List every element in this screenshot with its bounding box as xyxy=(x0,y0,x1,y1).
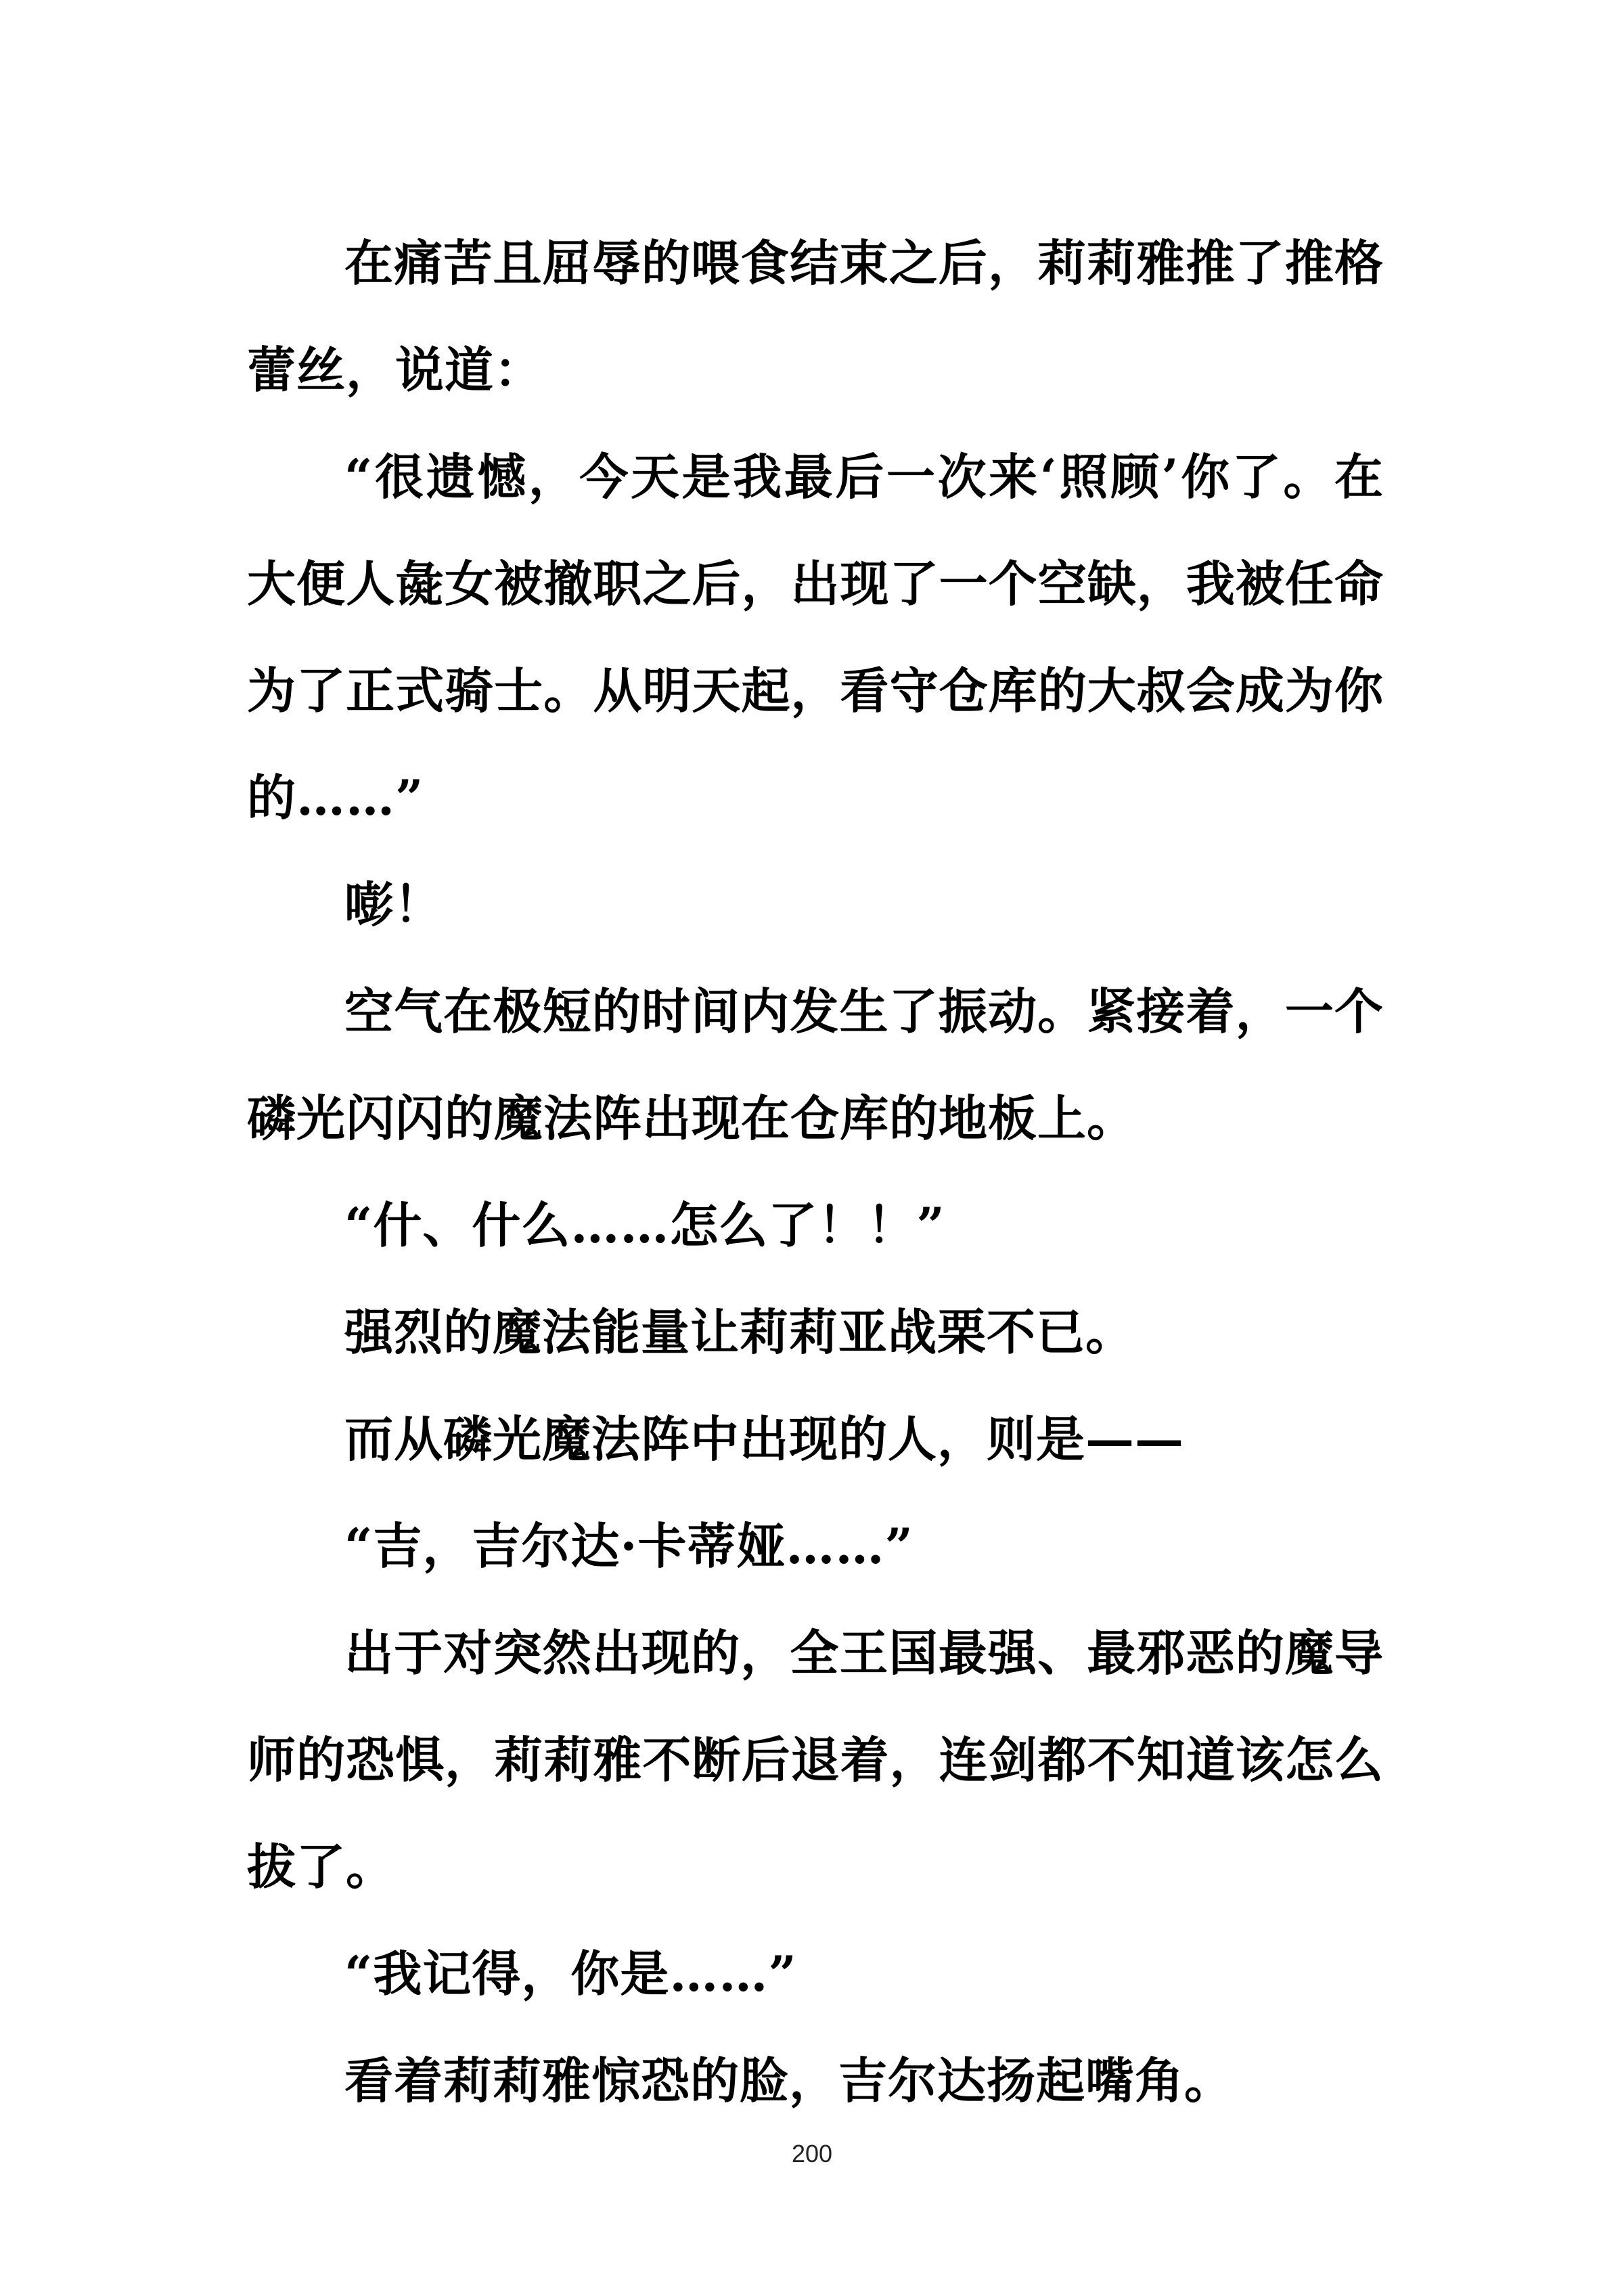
paragraph-9: 出于对突然出现的，全王国最强、最邪恶的魔导师的恐惧，莉莉雅不断后退着，连剑都不知道该怎么拔了。 xyxy=(247,1624,1384,1895)
page-number: 200 xyxy=(791,2140,833,2167)
paragraph-1: 在痛苦且屈辱的喂食结束之后，莉莉雅推了推格蕾丝，说道： xyxy=(247,234,1384,399)
paragraph-7: 而从磷光魔法阵中出现的人，则是—— xyxy=(344,1410,1185,1468)
paragraph-2: “很遗憾，今天是我最后一次来‘照顾’你了。在大便人彘女被撤职之后，出现了一个空缺，我被任命为了正式骑士。从明天起，看守仓库的大叔会成为你的……” xyxy=(247,448,1384,826)
paragraph-3: 嘭！ xyxy=(344,876,444,933)
paragraph-8: “吉，吉尔达·卡蒂娅……” xyxy=(344,1517,914,1575)
paragraph-5: “什、什么……怎么了！！” xyxy=(344,1196,945,1254)
body-text xyxy=(247,210,1384,2134)
paragraph-4: 空气在极短的时间内发生了振动。紧接着，一个磷光闪闪的魔法阵出现在仓库的地板上。 xyxy=(247,983,1384,1147)
paragraph-6: 强烈的魔法能量让莉莉亚战栗不已。 xyxy=(344,1303,1135,1361)
paragraph-10: “我记得，你是……” xyxy=(344,1945,797,2002)
paragraph-11: 看着莉莉雅惊恐的脸，吉尔达扬起嘴角。 xyxy=(344,2052,1234,2109)
